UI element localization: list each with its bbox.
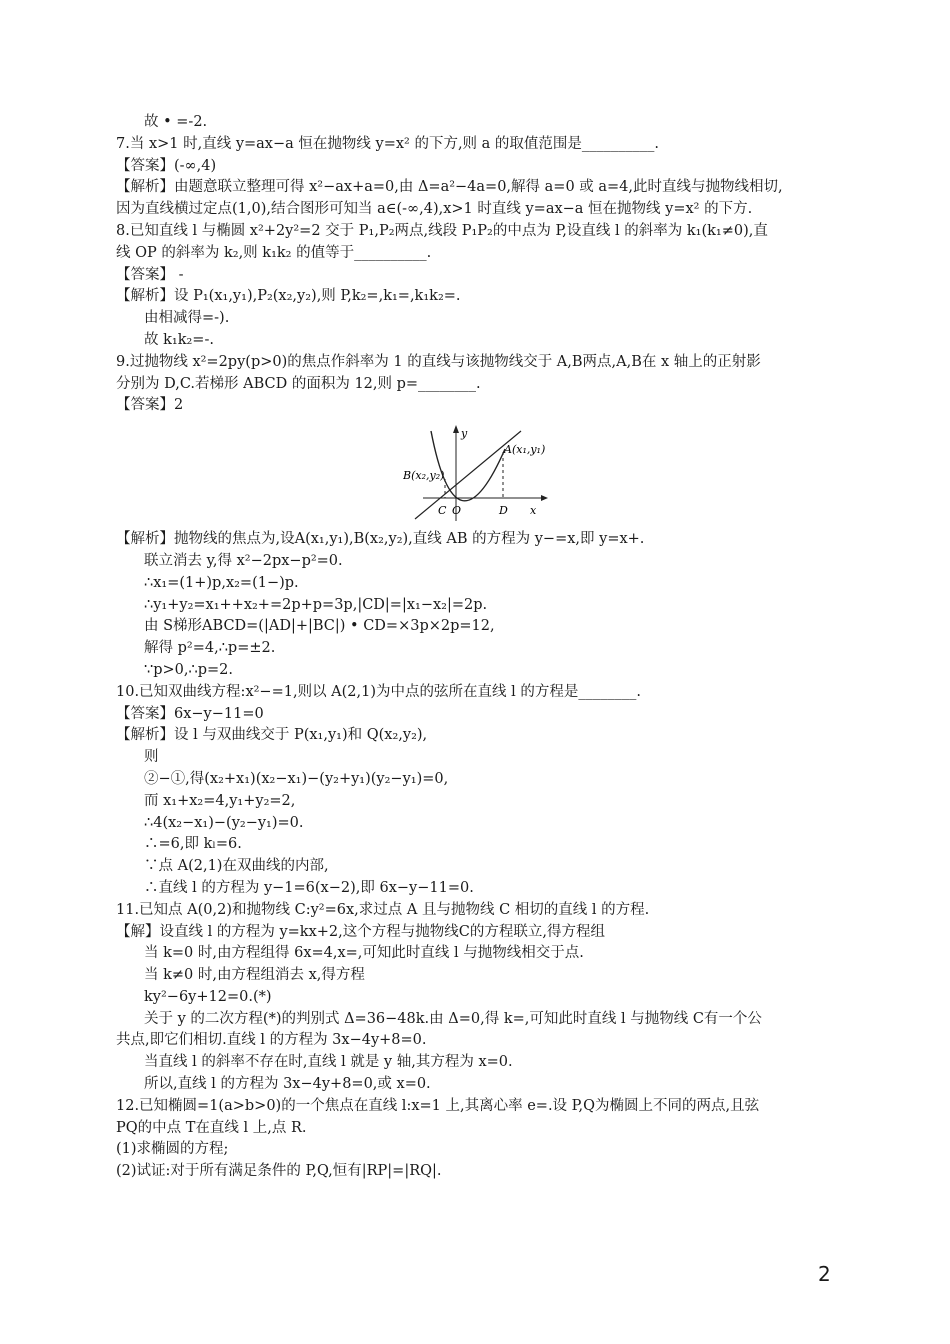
parabola-graph: [403, 421, 553, 525]
point-label-d: D: [499, 504, 508, 518]
text-line: 【解析】设 P₁(x₁,y₁),P₂(x₂,y₂),则 P,k₂=,k₁=,k₁k₂=.: [116, 288, 461, 305]
text-line: ∴=6,即 kₗ=6.: [144, 836, 242, 853]
text-line: 由相减得=-).: [144, 310, 230, 327]
text-line: 当直线 l 的斜率不存在时,直线 l 就是 y 轴,其方程为 x=0.: [144, 1054, 513, 1071]
text-line: 当 k=0 时,由方程组得 6x=4,x=,可知此时直线 l 与抛物线相交于点.: [144, 945, 584, 962]
text-line: ∴4(x₂−x₁)−(y₂−y₁)=0.: [144, 814, 304, 831]
text-block-2: [116, 529, 836, 1183]
parabola-figure: [116, 417, 836, 529]
axis-label-x: x: [530, 504, 537, 518]
page-number: 2: [818, 1262, 831, 1286]
text-line: 共点,即它们相切.直线 l 的方程为 3x−4y+8=0.: [116, 1032, 427, 1049]
point-label-c: C: [438, 504, 447, 518]
text-line: (2)试证:对于所有满足条件的 P,Q,恒有|RP|=|RQ|.: [116, 1163, 442, 1180]
point-label-o: O: [452, 504, 462, 518]
text-line: 联立消去 y,得 x²−2px−p²=0.: [144, 552, 343, 569]
text-line: 11.已知点 A(0,2)和抛物线 C:y²=6x,求过点 A 且与抛物线 C 相切的直线 l 的方程.: [116, 901, 650, 918]
text-line: ∵p>0,∴p=2.: [144, 661, 233, 678]
text-line: 则: [144, 749, 159, 766]
document-body: [116, 112, 836, 1183]
text-line: PQ的中点 T在直线 l 上,点 R.: [116, 1119, 307, 1136]
text-line: 分别为 D,C.若梯形 ABCD 的面积为 12,则 p=________.: [116, 375, 481, 392]
text-line: 当 k≠0 时,由方程组消去 x,得方程: [144, 967, 365, 984]
point-label-a: A(x₁,y₁): [504, 443, 546, 457]
text-line: 解得 p²=4,∴p=±2.: [144, 640, 276, 657]
text-line: ∴直线 l 的方程为 y−1=6(x−2),即 6x−y−11=0.: [144, 879, 474, 896]
text-line: 由 S梯形ABCD=(|AD|+|BC|) • CD=×3p×2p=12,: [144, 618, 495, 635]
text-line: 关于 y 的二次方程(*)的判别式 Δ=36−48k.由 Δ=0,得 k=,可知此时直线 l 与抛物线 C有一个公: [144, 1010, 762, 1027]
text-line: ∴y₁+y₂=x₁++x₂+=2p+p=3p,|CD|=|x₁−x₂|=2p.: [144, 596, 488, 613]
point-label-b: B(x₂,y₂): [403, 469, 445, 483]
text-line: 所以,直线 l 的方程为 3x−4y+8=0,或 x=0.: [144, 1076, 431, 1093]
text-line: 7.当 x>1 时,直线 y=ax−a 恒在抛物线 y=x² 的下方,则 a 的取值范围是__________.: [116, 135, 660, 152]
text-block-1: [116, 112, 836, 417]
text-line: 【解】设直线 l 的方程为 y=kx+2,这个方程与抛物线C的方程联立,得方程组: [116, 923, 605, 940]
text-line: 【答案】(-∞,4): [116, 157, 217, 174]
text-line: 而 x₁+x₂=4,y₁+y₂=2,: [144, 792, 296, 809]
text-line: 因为直线横过定点(1,0),结合图形可知当 a∈(-∞,4),x>1 时直线 y=ax−a 恒在抛物线 y=x² 的下方.: [116, 201, 753, 218]
text-line: 【解析】抛物线的焦点为,设A(x₁,y₁),B(x₂,y₂),直线 AB 的方程为 y−=x,即 y=x+.: [116, 531, 645, 548]
text-line: 【答案】2: [116, 397, 184, 414]
text-line: 线 OP 的斜率为 k₂,则 k₁k₂ 的值等于__________.: [116, 244, 432, 261]
text-line: (1)求椭圆的方程;: [116, 1141, 229, 1158]
text-line: 8.已知直线 l 与椭圆 x²+2y²=2 交于 P₁,P₂两点,线段 P₁P₂的中点为 P,设直线 l 的斜率为 k₁(k₁≠0),直: [116, 222, 768, 239]
text-line: 【解析】由题意联立整理可得 x²−ax+a=0,由 Δ=a²−4a=0,解得 a=0 或 a=4,此时直线与抛物线相切,: [116, 179, 783, 196]
text-line: 故 • =-2.: [144, 114, 208, 130]
text-line: 故 k₁k₂=-.: [144, 331, 214, 348]
text-line: 【解析】设 l 与双曲线交于 P(x₁,y₁)和 Q(x₂,y₂),: [116, 727, 428, 744]
axis-label-y: y: [461, 427, 468, 441]
text-line: ky²−6y+12=0.(*): [144, 988, 272, 1005]
text-line: ∴x₁=(1+)p,x₂=(1−)p.: [144, 574, 299, 591]
text-line: 9.过抛物线 x²=2py(p>0)的焦点作斜率为 1 的直线与该抛物线交于 A,B两点,A,B在 x 轴上的正射影: [116, 353, 761, 370]
text-line: 【答案】6x−y−11=0: [116, 705, 264, 722]
text-line: ∵点 A(2,1)在双曲线的内部,: [144, 858, 329, 875]
text-line: 12.已知椭圆=1(a>b>0)的一个焦点在直线 l:x=1 上,其离心率 e=.设 P,Q为椭圆上不同的两点,且弦: [116, 1097, 760, 1114]
text-line: ②−①,得(x₂+x₁)(x₂−x₁)−(y₂+y₁)(y₂−y₁)=0,: [144, 770, 449, 787]
text-line: 10.已知双曲线方程:x²−=1,则以 A(2,1)为中点的弦所在直线 l 的方程是________.: [116, 683, 641, 700]
text-line: 【答案】 -: [116, 266, 184, 283]
